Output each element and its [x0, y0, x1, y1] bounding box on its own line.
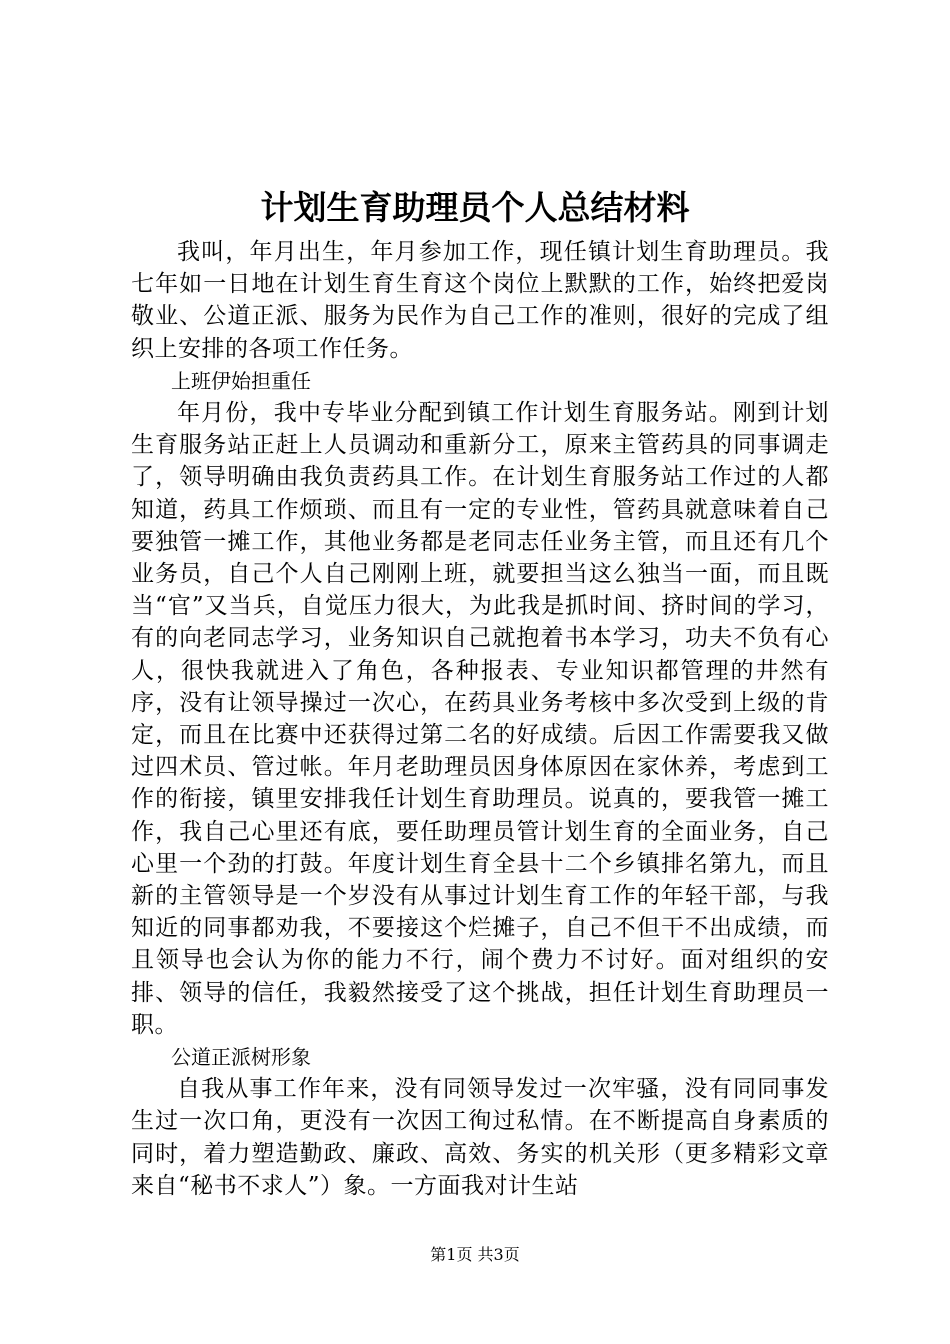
section-heading-1: 上班伊始担重任 [171, 368, 311, 393]
document-body [131, 236, 829, 1202]
page-footer: 第1页 共3页 [430, 1245, 520, 1264]
document-title: 计划生育助理员个人总结材料 [260, 188, 690, 227]
paragraph-intro: 我叫，年月出生，年月参加工作，现任镇计划生育助理员。我七年如一日地在计划生育生育这个岗位上默默的工作，始终把爱岗敬业、公道正派、服务为民作为自己工作的准则，很好的完成了组织上安排的各项工作任务。 [131, 239, 829, 362]
section-heading-2: 公道正派树形象 [171, 1045, 311, 1070]
paragraph-section-1: 年月份，我中专毕业分配到镇工作计划生育服务站。刚到计划生育服务站正赶上人员调动和重新分工，原来主管药具的同事调走了，领导明确由我负责药具工作。在计划生育服务站工作过的人都知道，药具工作烦琐、而且有一定的专业性，管药具就意味着自己要独管一摊工作，其他业务都是老同志任业务主管，而且还有几个业务员，自己个人自己刚刚上班，就要担当这么独当一面，而且既当“官”又当兵，自觉压力很大，为此我是抓时间、挤时间的学习，有的向老同志学习，业务知识自己就抱着书本学习，功夫不负有心人，很快我就进入了角色，各种报表、专业知识都管理的井然有序，没有让领导操过一次心，在药具业务考核中多次受到上级的肯定，而且在比赛中还获得过第二名的好成绩。后因工作需要我又做过四术员、管过帐。年月老助理员因身体原因在家休养，考虑到工作的衔接，镇里安排我任计划生育助理员。说真的，要我管一摊工作，我自己心里还有底，要任助理员管计划生育的全面业务，自己心里一个劲的打鼓。年度计划生育全县十二个乡镇排名第九，而且新的主管领导是一个岁没有从事过计划生育工作的年轻干部，与我知近的同事都劝我，不要接这个烂摊子，自己不但干不出成绩，而且领导也会认为你的能力不行，闹个费力不讨好。面对组织的安排、领导的信任，我毅然接受了这个挑战，担任计划生育助理员一职。 [131, 400, 829, 1038]
paragraph-section-2: 自我从事工作年来，没有同领导发过一次牢骚，没有同同事发生过一次口角，更没有一次因工徇过私情。在不断提高自身素质的同时，着力塑造勤政、廉政、高效、务实的机关形（更多精彩文章来自“秘书不求人”）象。一方面我对计生站 [131, 1076, 829, 1199]
